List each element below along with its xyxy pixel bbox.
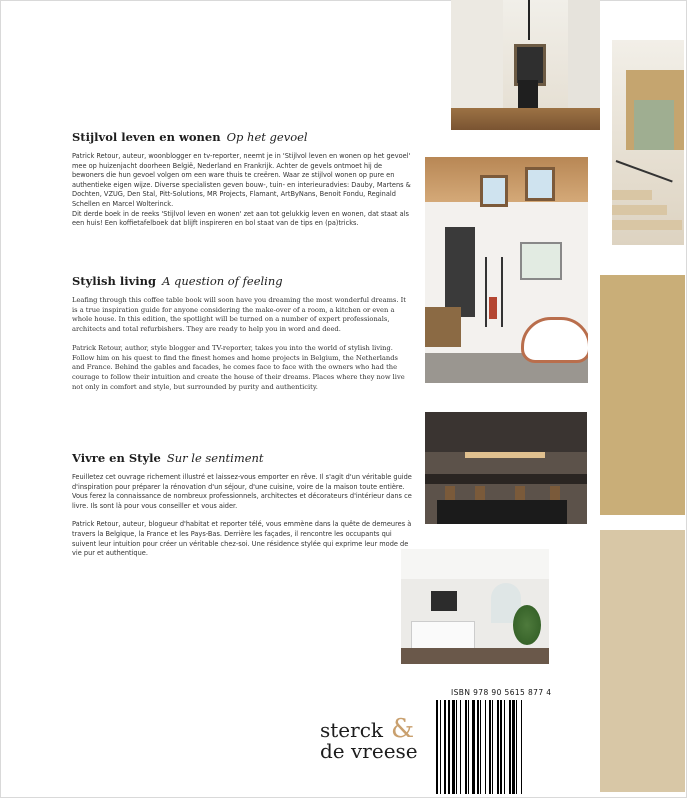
section-subtitle: Sur le sentiment xyxy=(166,451,264,465)
paragraph: Patrick Retour, author, style blogger and TV-reporter, takes you into the world of stylish living. Follow him on his quest to find the finest homes and home projects in Belgium, the Netherlands and France. Behind the gables and facades, he comes face to face with the owners who had the courage to follow their intuition and create the house of their dreams. Places where they now live not only in comfort and style, but surrounded by purity and authenticity. xyxy=(72,343,405,391)
paragraph: Feuilletez cet ouvrage richement illustré et laissez-vous emporter en rêve. Il s'agit d'un véritable guide d'inspiration pour préparer la rénovation d'un séjour, d'une cuisine, voire de la maison toute entière. Vous ferez la connaissance de nombreux professionnels, architectes et décorateurs d'intérieur dans ce livre. Ils sont là pour vous conseiller et vous aider. xyxy=(72,473,412,510)
isbn-text: ISBN 978 90 5615 877 4 xyxy=(451,688,552,697)
section-heading xyxy=(72,274,412,288)
barcode xyxy=(436,700,592,794)
living-room-photo xyxy=(401,549,549,664)
section-title: Vivre en Style xyxy=(72,451,161,465)
logo-line1: sterck xyxy=(320,718,384,742)
section-title: Stylish living xyxy=(72,274,157,288)
section-heading xyxy=(72,451,412,465)
publisher-logo xyxy=(320,714,418,763)
color-block xyxy=(600,275,685,515)
paragraph: Patrick Retour, auteur, blogueur d'habitat et reporter télé, vous emmène dans la quête de demeures à travers la Belgique, la France et les Pays-Bas. Derrière les façades, il rencontre les occupants qui suivent leur intuition pour créer un véritable chez-soi. Une résidence stylée qui exprime leur mode de vie pur et authentique. xyxy=(72,520,412,558)
bathroom-photo xyxy=(425,157,588,383)
section-french xyxy=(72,451,412,568)
staircase-photo xyxy=(612,40,684,245)
section-title: Stijlvol leven en wonen xyxy=(72,130,221,144)
paragraph: Dit derde boek in de reeks 'Stijlvol leven en wonen' zet aan tot gelukkig leven en wonen, dat staat als een huis! Een koffietafelboek dat blijft inspireren en bol staat van de tips en (pa)tricks. xyxy=(72,209,409,228)
color-block xyxy=(600,530,685,792)
section-subtitle: A question of feeling xyxy=(162,274,283,288)
paragraph: Patrick Retour, auteur, woonblogger en tv-reporter, neemt je in 'Stijlvol leven en wonen op het gevoel' mee op huizenjacht doorheen België, Nederland en Frankrijk. Achter de gevels ontmoet hij de bewoners die hun gevoel volgen om een ware thuis te creëren. Waar ze stijlvol wonen op pure en authentieke eigen wijze. Diverse specialisten geven bouw-, tuin- en interieuradvies: Dauby, Martens & Dochten, VZUG, Den Stal, Pitt-Solutions, MR Projects, Flamant, ArtByNans, Benoit Fondu, Reginald Schellen en Marcel Wolterinck. xyxy=(72,152,411,208)
section-dutch xyxy=(72,130,412,238)
logo-ampersand: & xyxy=(391,714,415,744)
kitchen-photo xyxy=(425,412,587,524)
hallway-photo xyxy=(451,0,600,130)
logo-line2: de vreese xyxy=(320,739,418,763)
section-subtitle: Op het gevoel xyxy=(226,130,308,144)
section-english xyxy=(72,274,412,401)
section-heading xyxy=(72,130,412,144)
paragraph: Leafing through this coffee table book will soon have you dreaming the most wonderful dreams. It is a true inspiration guide for anyone considering the make-over of a room, a kitchen or even a whole house. In this edition, the spotlight will be turned on a number of expert professionals, architects and total refurbishers. They are ready to help you in word and deed. xyxy=(72,296,406,334)
